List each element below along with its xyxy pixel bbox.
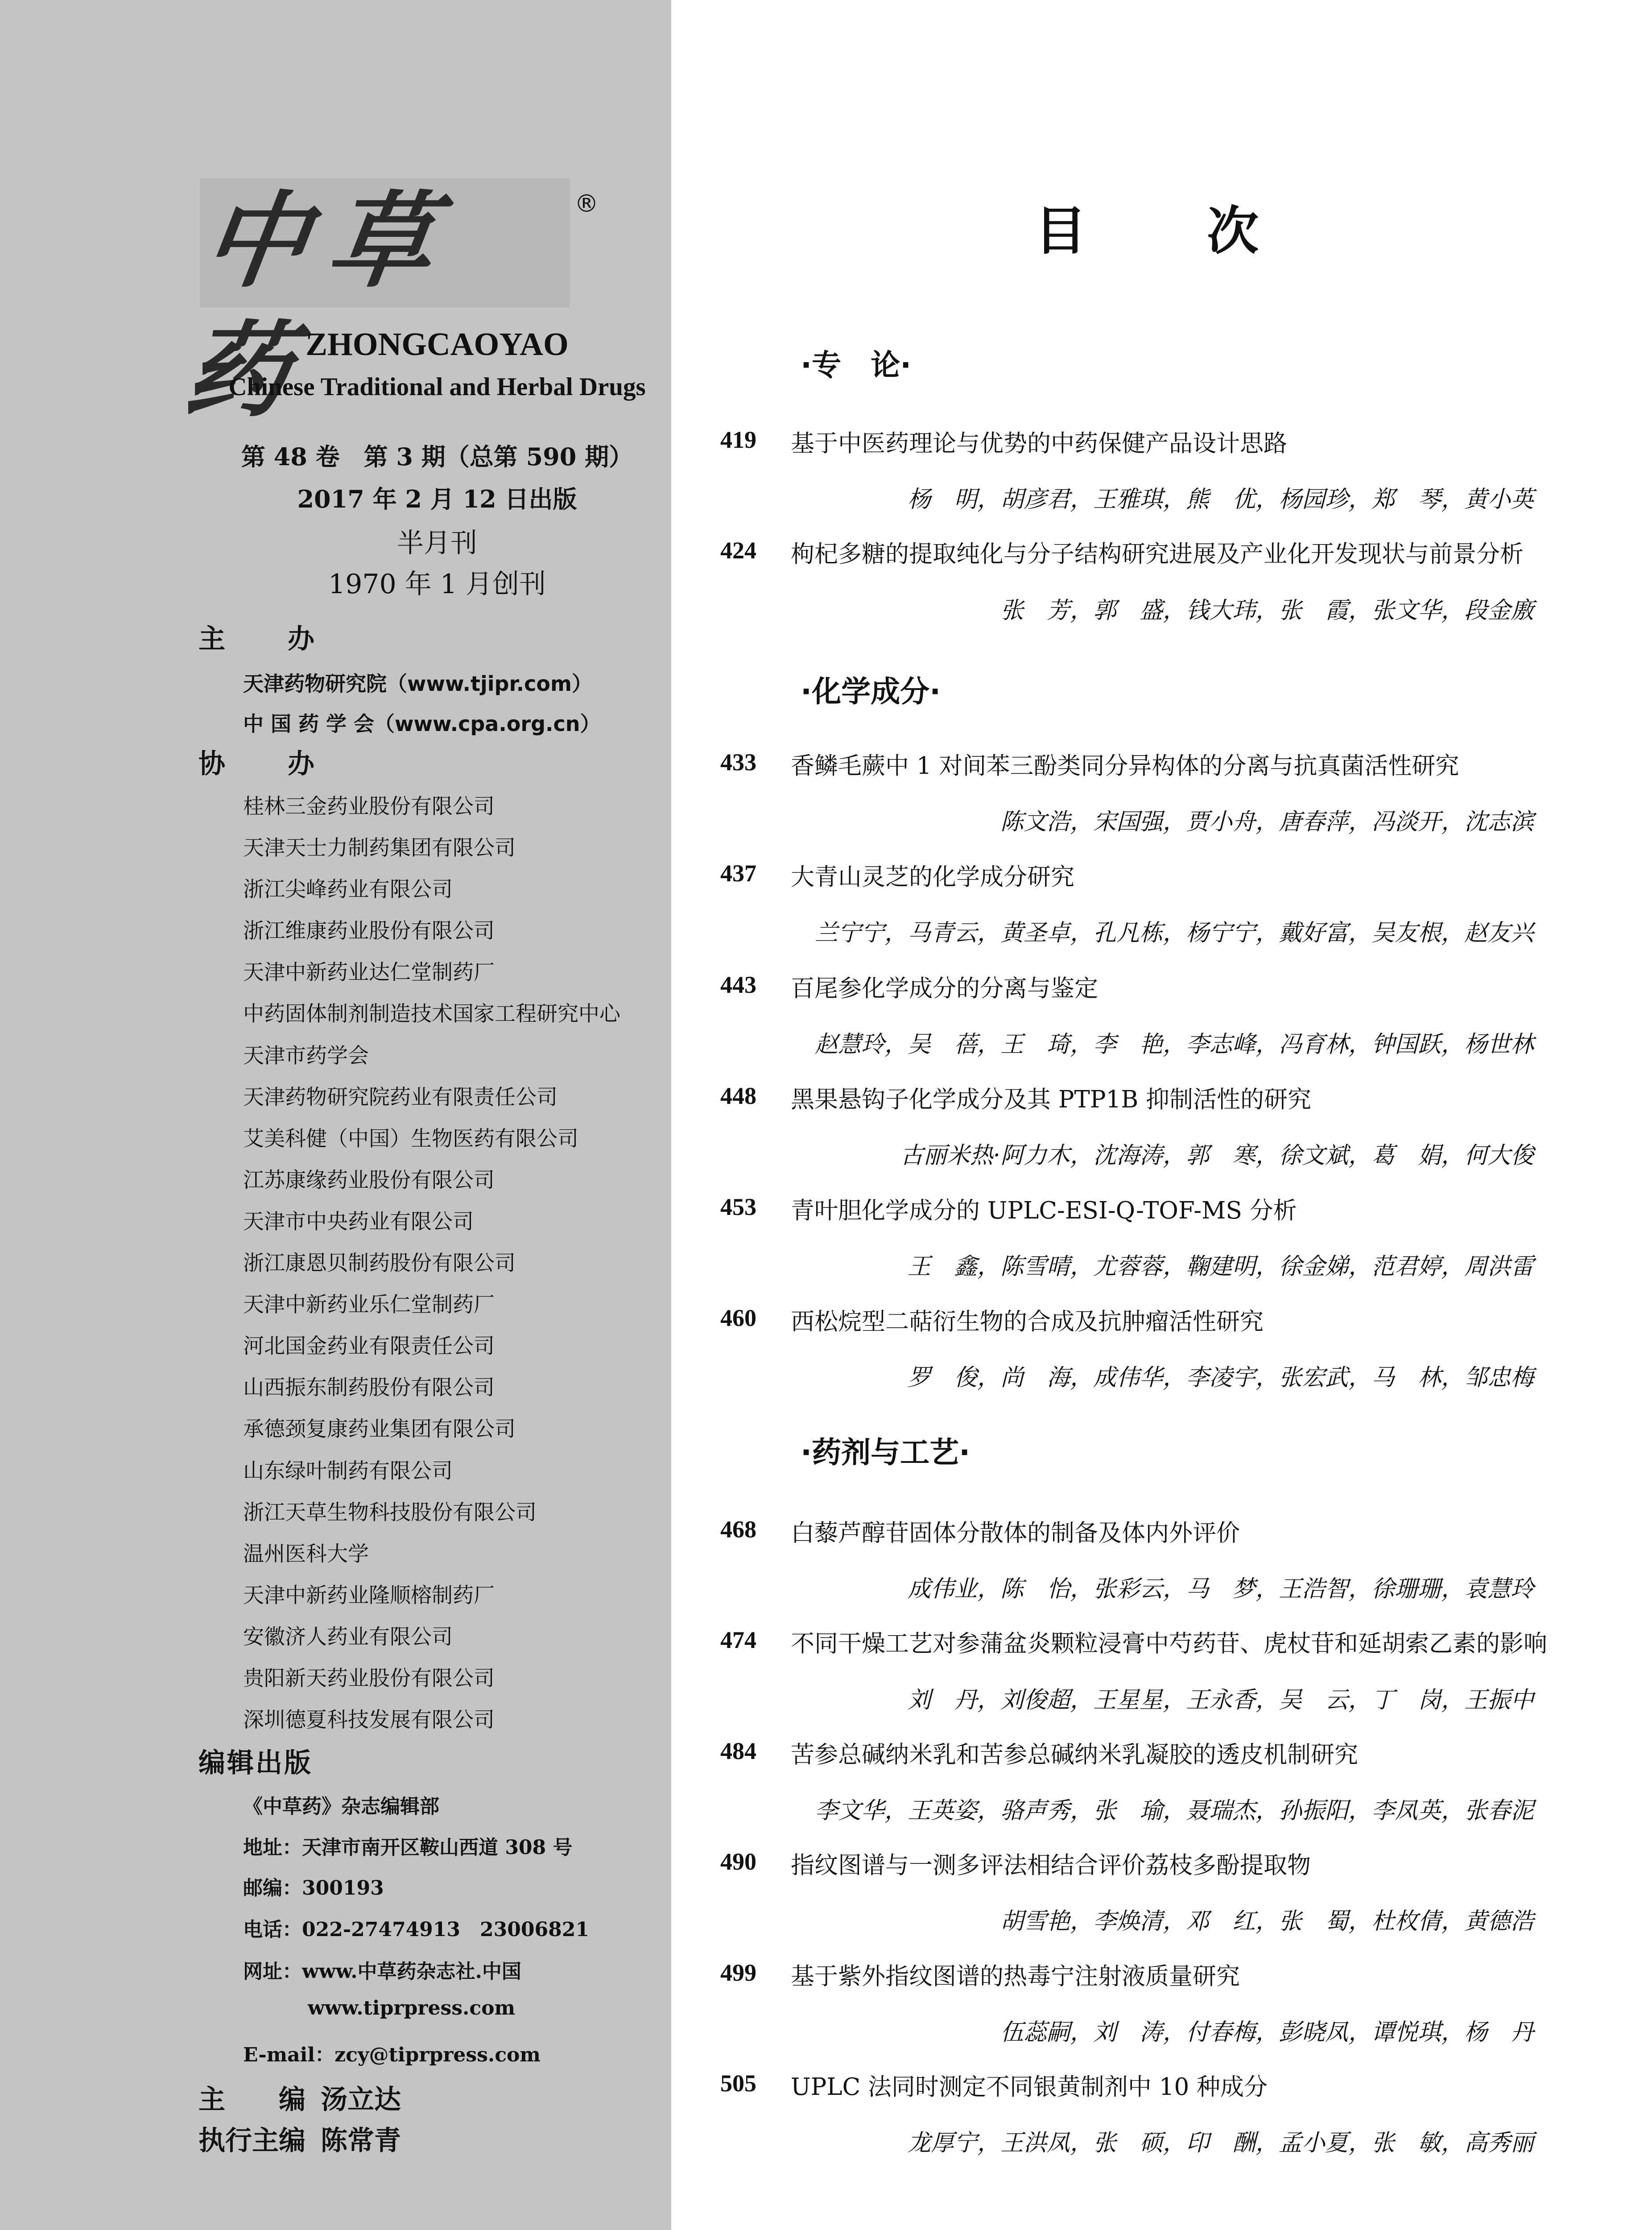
co-sponsor-item: 桂林三金药业股份有限公司 [243, 794, 495, 819]
co-sponsor-item: 河北国金药业有限责任公司 [243, 1334, 495, 1359]
executive-editor [198, 2119, 401, 2158]
chief-editor [198, 2078, 401, 2117]
publish-date: 2017 年 2 月 12 日出版 [297, 485, 577, 513]
article-title[interactable]: 苦参总碱纳米乳和苦参总碱纳米乳凝胶的透皮机制研究 [791, 1741, 1358, 1768]
page-number: 453 [720, 1193, 756, 1220]
article-title[interactable]: 百尾参化学成分的分离与鉴定 [791, 975, 1098, 1002]
article-title[interactable]: 西松烷型二萜衍生物的合成及抗肿瘤活性研究 [791, 1308, 1264, 1335]
co-sponsor-item: 天津市中央药业有限公司 [243, 1209, 474, 1234]
article-authors: 张 芳，郭 盛，钱大玮，张 霞，张文华，段金廒 [1000, 597, 1534, 624]
article-title[interactable]: 基于紫外指纹图谱的热毒宁注射液质量研究 [791, 1963, 1240, 1990]
article-authors: 罗 俊，尚 海，成伟华，李凌宇，张宏武，马 林，邹忠梅 [907, 1364, 1534, 1391]
page-number: 448 [720, 1082, 756, 1109]
article-title[interactable]: 大青山灵芝的化学成分研究 [791, 863, 1074, 891]
co-sponsor-item: 贵阳新天药业股份有限公司 [243, 1666, 495, 1691]
executive-editor-name: 陈常青 [321, 2125, 401, 2156]
co-sponsor-item: 天津药物研究院药业有限责任公司 [243, 1085, 558, 1110]
article-title[interactable]: 白藜芦醇苷固体分散体的制备及体内外评价 [791, 1520, 1240, 1547]
journal-logo-text: 中草药 [178, 180, 463, 431]
co-sponsor-item: 浙江尖峰药业有限公司 [243, 877, 453, 902]
page-number: 468 [720, 1516, 756, 1543]
co-sponsor-item: 天津天士力制药集团有限公司 [243, 836, 516, 861]
page-number: 499 [720, 1959, 756, 1986]
page-number: 433 [720, 749, 756, 776]
issue-info: 第 48 卷 第 3 期（总第 590 期） [241, 442, 633, 471]
sponsors-heading: 主办 [198, 624, 377, 655]
page-number: 424 [720, 537, 756, 564]
article-title[interactable]: 基于中医药理论与优势的中药保健产品设计思路 [791, 430, 1287, 457]
page-number: 490 [720, 1848, 756, 1875]
article-authors: 陈文浩，宋国强，贾小舟，唐春萍，冯淡开，沈志滨 [1000, 809, 1534, 835]
co-sponsors-heading: 协办 [198, 748, 377, 780]
page-number: 419 [720, 426, 756, 453]
editorial-office: 《中草药》杂志编辑部 [243, 1795, 439, 1818]
co-sponsor-item: 深圳德夏科技发展有限公司 [243, 1708, 495, 1733]
page-number: 484 [720, 1738, 756, 1764]
co-sponsor-item: 江苏康缘药业股份有限公司 [243, 1168, 495, 1193]
article-authors: 伍蕊嗣，刘 涛，付春梅，彭晓凤，谭悦琪，杨 丹 [1000, 2019, 1534, 2046]
page-number: 474 [720, 1627, 756, 1653]
website-alt: www.tiprpress.com [308, 1997, 516, 2019]
co-sponsor-item: 浙江康恩贝制药股份有限公司 [243, 1251, 516, 1276]
postcode: 邮编：300193 [243, 1877, 384, 1900]
executive-editor-label: 执行主编 [198, 2125, 306, 2156]
co-sponsor-item: 安徽济人药业有限公司 [243, 1624, 453, 1649]
registered-mark: ® [574, 190, 599, 218]
co-sponsor-item: 浙江天草生物科技股份有限公司 [243, 1500, 537, 1525]
co-sponsor-item: 山西振东制药股份有限公司 [243, 1375, 495, 1400]
co-sponsor-item: 天津中新药业隆顺榕制药厂 [243, 1583, 495, 1608]
sponsor-item: 中 国 药 学 会（www.cpa.org.cn） [243, 712, 601, 736]
co-sponsor-item: 中药固体制剂制造技术国家工程研究中心 [243, 1002, 620, 1027]
article-authors: 李文华，王英姿，骆声秀，张 瑜，聂瑞杰，孙振阳，李凤英，张春泥 [814, 1797, 1534, 1824]
article-authors: 兰宁宁，马青云，黄圣卓，孔凡栋，杨宁宁，戴好富，吴友根，赵友兴 [814, 920, 1534, 946]
frequency: 半月刊 [397, 528, 477, 559]
article-title[interactable]: 香鳞毛蕨中 1 对间苯三酚类同分异构体的分离与抗真菌活性研究 [791, 752, 1459, 780]
article-authors: 赵慧玲，吴 蓓，王 琦，李 艳，李志峰，冯育林，钟国跃，杨世林 [814, 1031, 1534, 1058]
section-heading: ·药剂与工艺· [801, 1435, 971, 1470]
article-title[interactable]: 青叶胆化学成分的 UPLC-ESI-Q-TOF-MS 分析 [791, 1197, 1297, 1224]
page-number: 505 [720, 2070, 756, 2097]
article-authors: 杨 明，胡彦君，王雅琪，熊 优，杨园珍，郑 琴，黄小英 [907, 486, 1534, 513]
sponsor-item: 天津药物研究院（www.tjipr.com） [243, 672, 592, 696]
article-authors: 古丽米热·阿力木，沈海涛，郭 寒，徐文斌，葛 娟，何大俊 [900, 1142, 1534, 1169]
co-sponsor-item: 浙江维康药业股份有限公司 [243, 919, 495, 944]
co-sponsor-list [243, 786, 620, 1741]
founded-date: 1970 年 1 月创刊 [328, 569, 546, 600]
website: 网址：www.中草药杂志社.中国 [243, 1960, 521, 1983]
co-sponsor-item: 天津中新药业乐仁堂制药厂 [243, 1293, 495, 1317]
toc-title: 目次 [1035, 201, 1379, 261]
journal-name-en: ZHONGCAOYAO [306, 326, 569, 362]
article-authors: 成伟业，陈 怡，张彩云，马 梦，王浩智，徐珊珊，袁慧玲 [907, 1576, 1534, 1602]
article-authors: 龙厚宁，王洪凤，张 硕，印 酬，孟小夏，张 敏，高秀丽 [907, 2130, 1534, 2156]
journal-name-full: Chinese Traditional and Herbal Drugs [228, 373, 646, 401]
phone: 电话：022-27474913 23006821 [243, 1918, 589, 1941]
article-title[interactable]: 黑果悬钩子化学成分及其 PTP1B 抑制活性的研究 [791, 1086, 1312, 1113]
publisher-heading: 编辑出版 [198, 1747, 313, 1779]
article-authors: 胡雪艳，李焕清，邓 红，张 蜀，杜枚倩，黄德浩 [1000, 1908, 1534, 1935]
page-number: 443 [720, 971, 756, 998]
article-title[interactable]: 不同干燥工艺对参蒲盆炎颗粒浸膏中芍药苷、虎杖苷和延胡索乙素的影响 [791, 1630, 1547, 1657]
co-sponsor-item: 承德颈复康药业集团有限公司 [243, 1417, 516, 1442]
left-sidebar [0, 0, 671, 2230]
article-title[interactable]: 指纹图谱与一测多评法相结合评价荔枝多酚提取物 [791, 1852, 1311, 1879]
co-sponsor-item: 山东绿叶制药有限公司 [243, 1458, 453, 1483]
address: 地址：天津市南开区鞍山西道 308 号 [243, 1836, 573, 1859]
article-authors: 王 鑫，陈雪晴，尤蓉蓉，鞠建明，徐金娣，范君婷，周洪雷 [907, 1253, 1534, 1280]
article-title[interactable]: UPLC 法同时测定不同银黄制剂中 10 种成分 [791, 2073, 1268, 2101]
article-title[interactable]: 枸杞多糖的提取纯化与分子结构研究进展及产业化开发现状与前景分析 [791, 541, 1524, 568]
email: E-mail：zcy@tiprpress.com [243, 2044, 541, 2066]
chief-editor-label: 主 编 [198, 2084, 306, 2115]
co-sponsor-item: 温州医科大学 [243, 1541, 369, 1566]
co-sponsor-item: 天津中新药业达仁堂制药厂 [243, 960, 495, 985]
article-authors: 刘 丹，刘俊超，王星星，王永香，吴 云，丁 岗，王振中 [907, 1687, 1534, 1714]
page-number: 437 [720, 860, 756, 887]
co-sponsor-item: 天津市药学会 [243, 1043, 369, 1068]
section-heading: ·专 论· [801, 348, 912, 382]
chief-editor-name: 汤立达 [321, 2084, 401, 2115]
co-sponsor-item: 艾美科健（中国）生物医药有限公司 [243, 1126, 578, 1151]
page-number: 460 [720, 1305, 756, 1331]
section-heading: ·化学成分· [801, 674, 941, 709]
